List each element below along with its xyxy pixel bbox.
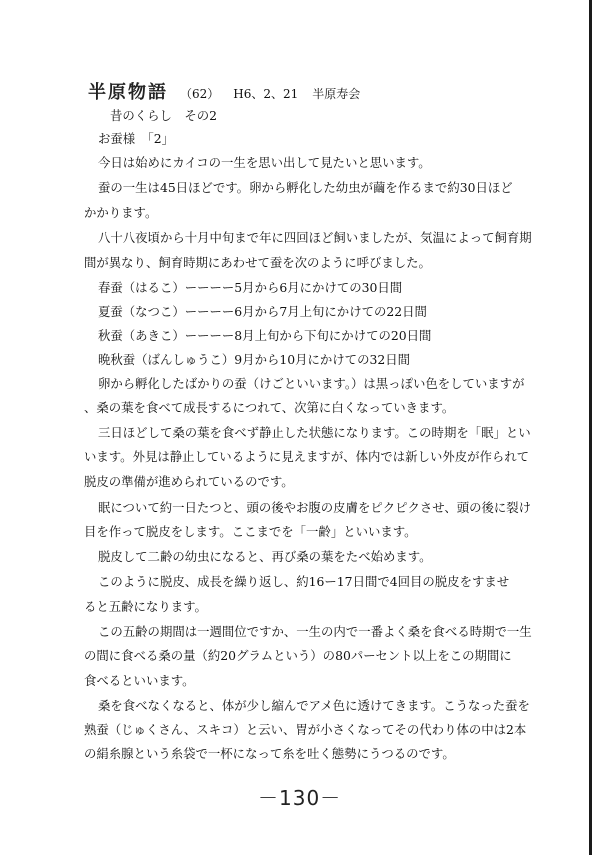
- body-line: 桑を食べなくなると、体が少し縮んでアメ色に透けてきます。こうなった蚕を: [98, 698, 530, 713]
- subtitle: 昔のくらし その2: [110, 108, 218, 123]
- body-line: このように脱皮、成長を繰り返し、約16ー17日間で4回目の脱皮をすませ: [98, 574, 510, 589]
- body-line: 食べるといいます。: [84, 673, 195, 688]
- body-line: 蚕の一生は45日ほどです。卵から孵化した幼虫が繭を作るまで約30日ほど: [98, 180, 513, 195]
- section-heading: お蚕様 「2」: [98, 131, 175, 146]
- body-line: 晩秋蚕（ばんしゅうこ）9月から10月にかけての32日間: [98, 352, 411, 367]
- body-line: 夏蚕（なつこ）ーーーー6月から7月上旬にかけての22日間: [98, 304, 427, 319]
- body-line: 脱皮の準備が進められているのです。: [84, 474, 294, 489]
- body-line: 三日ほどして桑の葉を食べず静止した状態になります。この時期を「眠」とい: [98, 425, 531, 440]
- organization: 半原寿会: [312, 87, 361, 101]
- body-line: 眠について約一日たつと、頭の後やお腹の皮膚をピクピクさせ、頭の後に裂け: [98, 500, 532, 515]
- issue-date: H6、2、21: [233, 87, 299, 101]
- body-line: 卵から孵化したばかりの蚕（けごといいます。）は黒っぽい色をしていますが: [98, 376, 525, 391]
- page-number: －130－: [258, 786, 342, 810]
- body-line: 目を作って脱皮をします。ここまでを「一齢」といいます。: [84, 524, 417, 539]
- body-line: います。外見は静止しているように見えますが、体内では新しい外皮が作られて: [84, 449, 530, 464]
- body-line: 秋蚕（あきこ）ーーーー8月上旬から下旬にかけての20日間: [98, 328, 432, 343]
- page-edge-border: [589, 0, 592, 855]
- body-line: かかります。: [84, 205, 158, 220]
- body-line: 八十八夜頃から十月中旬まで年に四回ほど飼いましたが、気温によって飼育期: [98, 230, 532, 245]
- body-line: 今日は始めにカイコの一生を思い出して見たいと思います。: [98, 155, 431, 170]
- newsletter-title: 半原物語: [88, 82, 168, 103]
- issue-number: （62）: [180, 87, 220, 101]
- body-line: 熟蚕（じゅくさん、スキコ）と云い、胃が小さくなってその代わり体の中は2本: [84, 722, 527, 737]
- body-line: 脱皮して二齢の幼虫になると、再び桑の葉をたべ始めます。: [98, 549, 432, 564]
- body-line: 春蚕（はるこ）ーーーー5月から6月にかけての30日間: [98, 280, 403, 295]
- body-line: 、桑の葉を食べて成長するにつれて、次第に白くなっていきます。: [84, 400, 455, 415]
- body-line: の絹糸腺という糸袋で一杯になって糸を吐く態勢にうつるのです。: [84, 746, 455, 761]
- body-line: この五齢の期間は一週間位ですか、一生の内で一番よく桑を食べる時期で一生: [98, 624, 532, 639]
- body-line: ると五齢になります。: [84, 599, 207, 614]
- body-line: の間に食べる桑の量（約20グラムという）の80パーセント以上をこの期間に: [84, 648, 512, 663]
- header: [88, 78, 508, 102]
- body-line: 間が異なり、飼育時期にあわせて蚕を次のように呼びました。: [84, 255, 431, 270]
